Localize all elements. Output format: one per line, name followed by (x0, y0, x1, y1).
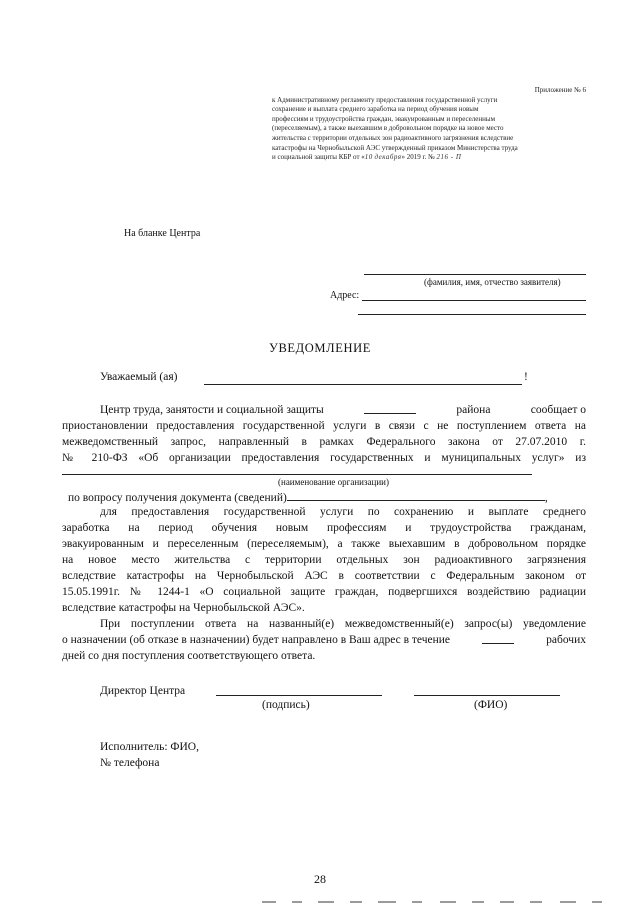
letterhead-note: На бланке Центра (124, 228, 201, 239)
paragraph-1-start: Центр труда, занятости и социальной защиты (100, 404, 324, 416)
scan-artifact (318, 901, 334, 903)
paragraph-2-prefix: по вопросу получения документа (сведений) (68, 492, 287, 504)
organization-caption: (наименование организации) (278, 477, 389, 487)
paragraph-3-line: вследствие катастрофы на Чернобыльской АЭС в соответствии с Федеральным законом от (62, 570, 586, 582)
days-blank (482, 633, 514, 644)
executor-phone: № телефона (100, 757, 160, 769)
paragraph-3-line: 15.05.1991г. № 1244-1 «О социальной защите граждан, подвергшихся воздействию радиации (62, 586, 586, 598)
paragraph-1-line-4: № 210-ФЗ «Об организации предоставления государственных и муниципальных услуг» из (62, 452, 586, 464)
paragraph-4-start: о назначении (об отказе в назначении) будет направлено в Ваш адрес в течение (62, 634, 451, 646)
paragraph-1-reports: сообщает о (530, 404, 586, 416)
appendix-order-year: » 2019 г. № (401, 153, 435, 162)
paragraph-4-end: рабочих (546, 634, 586, 646)
salutation-name-line (204, 384, 522, 385)
appendix-line: жительства с территории отдельных зон радиоактивного загрязнения вследствие (272, 133, 514, 142)
appendix-block (272, 86, 592, 163)
scan-artifact (378, 901, 396, 903)
fio-line (414, 695, 560, 696)
director-label: Директор Центра (100, 685, 186, 697)
signature-caption: (подпись) (262, 699, 310, 711)
appendix-order-prefix: и социальной защиты КБР от « (272, 153, 365, 162)
handwritten-number: 216 - П (436, 153, 462, 162)
paragraph-2 (68, 490, 548, 506)
scan-artifact (560, 901, 576, 903)
scan-artifact (440, 901, 456, 903)
paragraph-3-line: эвакуированным и переселенным (переселяемым), а также выехавшим в добровольном порядке (62, 538, 586, 550)
appendix-line: к Административному регламенту предоставления государственной услуги (272, 95, 498, 104)
appendix-line: катастрофы на Чернобыльской АЭС утвержденный приказом Министерства труда (272, 143, 518, 152)
scan-artifact (592, 901, 602, 903)
appendix-title: Приложение № 6 (534, 86, 586, 94)
scan-artifact (292, 901, 302, 903)
paragraph-3-line: заработка на период обучения новым профессиям и трудоустройства гражданам, (62, 522, 586, 534)
paragraph-1-line-3: межведомственный запрос, направленный в рамках Федерального закона от 27.07.2010 г. (62, 436, 586, 448)
scan-artifact (412, 901, 422, 903)
recipient-name-line (364, 274, 586, 275)
appendix-line: (переселяемым), а также выехавшим в добровольном порядке на новое место (272, 124, 504, 133)
address-label: Адрес: (330, 290, 360, 301)
appendix-order-line (272, 153, 592, 163)
address-line-2 (358, 314, 586, 315)
fio-caption: (ФИО) (474, 699, 508, 711)
organization-line (62, 474, 532, 475)
scan-artifact (350, 901, 362, 903)
paragraph-3-line: на новое место жительства с территории отдельных зон радиоактивного загрязнения (62, 554, 586, 566)
document-blank (287, 490, 545, 501)
address-line-1 (362, 300, 586, 301)
signature-line (216, 695, 382, 696)
scan-artifact (530, 901, 542, 903)
salutation: Уважаемый (ая) (100, 371, 178, 383)
scan-artifact (500, 901, 514, 903)
paragraph-1-line-1 (100, 403, 586, 418)
appendix-line: сохранение и выплата среднего заработка на период обучения новым (272, 105, 479, 114)
executor-label: Исполнитель: ФИО, (100, 741, 199, 753)
handwritten-month: декабря (374, 153, 402, 162)
handwritten-day: 10 (364, 153, 373, 162)
scan-artifact (262, 901, 276, 903)
paragraph-1-line-2: приостановлении предоставления государственной услуги в связи с не поступлением ответа на (62, 420, 586, 432)
salutation-end: ! (524, 371, 528, 383)
page-number: 28 (314, 872, 326, 886)
district-blank (364, 403, 416, 414)
paragraph-3-line: вследствие катастрофы на Чернобыльской АЭС». (62, 602, 305, 614)
paragraph-3-line-1: для предоставления государственной услуги по сохранению и выплате среднего (100, 506, 586, 518)
notice-title: УВЕДОМЛЕНИЕ (269, 341, 371, 355)
recipient-name-caption: (фамилия, имя, отчество заявителя) (424, 277, 561, 287)
paragraph-2-suffix: , (544, 492, 548, 504)
paragraph-4-line-3: дней со дня поступления соответствующего ответа. (62, 650, 316, 662)
appendix-line: профессиям и трудоустройства граждан, эвакуированным и переселенным (272, 114, 496, 123)
paragraph-1-district: района (456, 404, 491, 416)
paragraph-4-line-1: При поступлении ответа на названный(е) межведомственный(е) запрос(ы) уведомление (100, 618, 586, 630)
paragraph-4-line-2 (62, 633, 586, 648)
scan-artifact (472, 901, 484, 903)
